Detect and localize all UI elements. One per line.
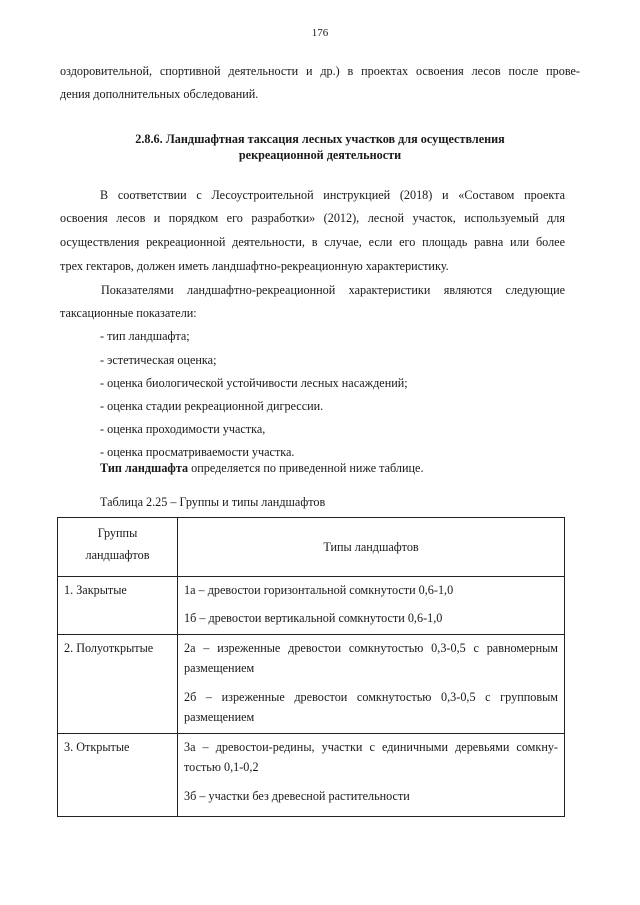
group-cell: 1. Закрытые <box>58 577 178 635</box>
type-entry-line: 2б – изреженные древостои сомкнутостью 0,3-0,5 с групповым <box>184 690 558 704</box>
indicator-item: - оценка просматриваемости участка. <box>100 445 295 459</box>
indicator-item: - оценка проходимости участка, <box>100 422 266 436</box>
intro-line-2: дения дополнительных обследований. <box>60 87 259 101</box>
section-heading-line-1: 2.8.6. Ландшафтная таксация лесных участков для осуществления <box>135 132 505 146</box>
page-number: 176 <box>311 27 329 39</box>
type-entry: 3б – участки без древесной растительности <box>184 789 410 803</box>
landscape-type-rest: определяется по приведенной ниже таблице. <box>188 461 424 475</box>
header-groups-line-1: Группы <box>97 526 138 540</box>
table-row <box>58 635 565 734</box>
table-header-row <box>58 518 565 577</box>
para2-line-1: Показателями ландшафтно-рекреационной характеристики являются следующие <box>101 283 565 297</box>
header-groups-cell <box>58 518 178 577</box>
type-entry: 1б – древостои вертикальной сомкнутости 0,6-1,0 <box>184 611 443 625</box>
type-entry-line: тостью 0,1-0,2 <box>184 760 259 774</box>
type-entry-line: размещением <box>184 710 255 724</box>
para1-line-1: В соответствии с Лесоустроительной инструкцией (2018) и «Составом проекта <box>100 188 565 202</box>
table-row <box>58 577 565 635</box>
para1-line-4: трех гектаров, должен иметь ландшафтно-рекреационную характеристику. <box>60 259 449 273</box>
para2-line-2: таксационные показатели: <box>60 306 197 320</box>
section-heading <box>60 131 580 163</box>
type-entry-line: размещением <box>184 661 255 675</box>
landscape-type-sentence <box>100 458 424 478</box>
type-entry-line: 2а – изреженные древостои сомкнутостью 0,3-0,5 с равномерным <box>184 641 558 655</box>
type-entry: 1а – древостои горизонтальной сомкнутости 0,6-1,0 <box>184 583 454 597</box>
table-caption: Таблица 2.25 – Группы и типы ландшафтов <box>100 495 326 509</box>
header-types-cell: Типы ландшафтов <box>178 518 565 577</box>
group-cell: 2. Полуоткрытые <box>58 635 178 734</box>
types-cell <box>178 577 565 635</box>
header-groups-line-2: ландшафтов <box>85 548 150 562</box>
types-cell <box>178 635 565 734</box>
para1-line-2: освоения лесов и порядком его разработки» (2012), лесной участок, используемый для <box>60 211 565 225</box>
indicator-item: - тип ландшафта; <box>100 329 190 343</box>
indicator-item: - оценка стадии рекреационной дигрессии. <box>100 399 324 413</box>
types-cell <box>178 734 565 817</box>
group-cell: 3. Открытые <box>58 734 178 817</box>
indicator-item: - оценка биологической устойчивости лесных насаждений; <box>100 376 408 390</box>
table-row <box>58 734 565 817</box>
type-entry-line: 3а – древостои-редины, участки с единичными деревьями сомкну- <box>184 740 558 754</box>
landscape-table <box>57 517 565 817</box>
para1-line-3: осуществления рекреационной деятельности, в случае, если его площадь равна или более <box>60 235 565 249</box>
landscape-type-bold: Тип ландшафта <box>100 461 189 475</box>
section-heading-line-2: рекреационной деятельности <box>238 148 402 162</box>
indicator-item: - эстетическая оценка; <box>100 353 217 367</box>
intro-line-1: оздоровительной, спортивной деятельности и др.) в проектах освоения лесов после прове- <box>60 64 580 78</box>
